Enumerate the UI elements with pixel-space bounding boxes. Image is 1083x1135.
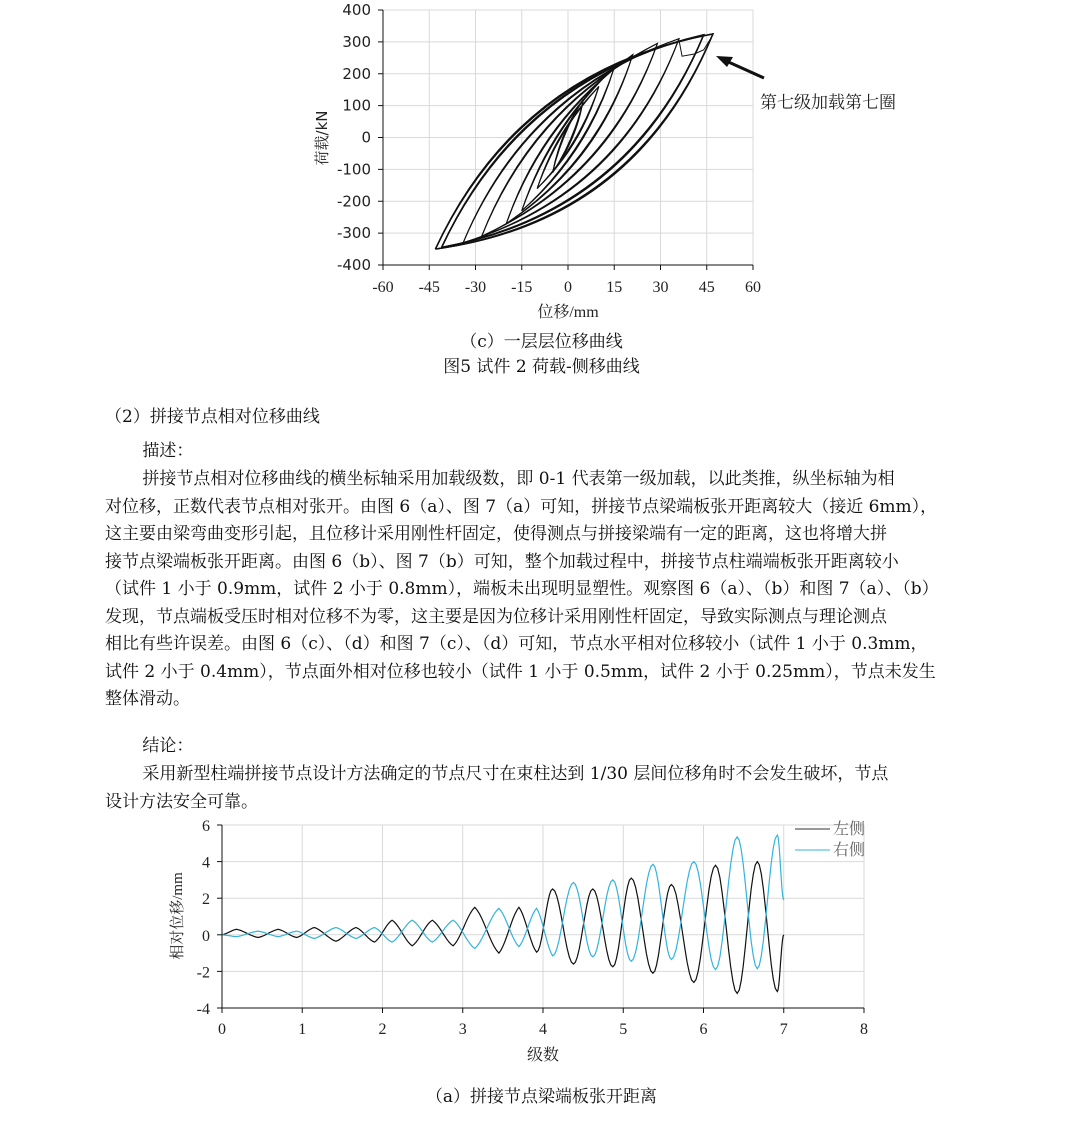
conclusion-label: 结论： [142,736,194,756]
y-tick-label: 400 [342,1,371,19]
text-line: 设计方法安全可靠。 [105,791,258,812]
relative-displacement-chart [0,810,1083,1080]
y-tick-label: 200 [342,64,371,83]
text-line: 接节点梁端板张开距离。由图 6（b）、图 7（b）可知，整个加载过程中，拼接节点柱端端板张开距离较小 [105,551,899,572]
section-heading: （2）拼接节点相对位移曲线 [105,407,320,427]
y-tick-label: -400 [336,256,371,274]
text-line: 发现，节点端板受压时相对位移不为零，这主要是因为位移计采用刚性杆固定，导致实际测点与理论测点 [105,606,887,627]
describe-label: 描述： [142,441,194,461]
y-tick-label: 300 [342,32,371,51]
y-tick-label: 100 [342,96,371,115]
hysteresis-chart [0,0,1083,321]
x-tick-label: 1 [298,1021,307,1038]
y-tick-label: -100 [336,160,371,179]
chart1-x-axis-label: 位移/mm [537,304,599,321]
x-tick-label: 0 [564,279,572,296]
text-line: 对位移，正数代表节点相对张开。由图 6（a）、图 7（a）可知，拼接节点梁端板张开距离较大（接近 6mm）， [105,496,938,517]
y-tick-label: 4 [202,854,210,872]
hysteresis-loop [442,35,704,248]
text-line: 整体滑动。 [105,689,190,709]
hysteresis-loop [442,35,704,248]
chart2-series [222,835,784,993]
x-tick-label: 60 [745,279,761,296]
x-tick-label: 7 [779,1021,788,1038]
hysteresis-loop [442,35,704,248]
text-line: 试件 2 小于 0.4mm），节点面外相对位移也较小（试件 1 小于 0.5mm，试件 2 小于 0.25mm），节点未发生 [105,661,936,682]
x-tick-label: -60 [372,279,394,296]
annotation-label: 第七级加载第七圈 [760,93,896,112]
y-tick-label: -300 [336,224,371,243]
x-tick-label: 4 [539,1021,547,1038]
chart2-x-axis-label: 级数 [526,1047,560,1064]
x-tick-label: 45 [698,279,715,296]
y-tick-label: 0 [202,927,210,945]
chart1-y-axis-label: 荷载/kN [313,110,331,166]
text-line: 采用新型柱端拼接节点设计方法确定的节点尺寸在束柱达到 1/30 层间位移角时不会发生破坏，节点 [142,764,889,784]
figure5-title: 图5 试件 2 荷载-侧移曲线 [443,357,640,377]
x-tick-label: 5 [619,1021,628,1038]
y-tick-label: 6 [202,818,210,835]
text-line: 拼接节点相对位移曲线的横坐标轴采用加载级数，即 0-1 代表第一级加载，以此类推，纵坐标轴为相 [142,469,895,489]
x-tick-label: -30 [464,279,487,296]
x-tick-label: -45 [418,279,440,296]
text-line: 相比有些许误差。由图 6（c）、（d）和图 7（c）、（d）可知，节点水平相对位移较小（试件 1 小于 0.3mm， [105,634,928,654]
x-tick-label: 3 [458,1021,467,1038]
text-line: （试件 1 小于 0.9mm，试件 2 小于 0.8mm），端板未出现明显塑性。观察图 6（a）、（b）和图 7（a）、（b） [105,579,939,599]
x-tick-label: 8 [860,1021,868,1038]
x-tick-label: 15 [606,279,623,296]
describe-paragraph [105,466,983,714]
chart1-hysteresis-curves [435,34,713,249]
x-tick-label: 0 [218,1021,226,1038]
y-tick-label: -4 [196,1001,210,1018]
legend-label-right: 右侧 [833,840,866,859]
x-tick-label: 30 [652,279,669,296]
x-tick-label: 6 [699,1021,708,1038]
conclusion-paragraph [105,761,983,816]
annotation-arrow [716,56,764,78]
y-tick-label: -200 [336,192,371,211]
figure6a-subcaption: （a）拼接节点梁端板张开距离 [425,1087,658,1107]
text-line: 这主要由梁弯曲变形引起，且位移计采用刚性杆固定，使得测点与拼接梁端有一定的距离，这也将增大拼 [105,524,887,544]
figure5-subcaption: （c）一层层位移曲线 [460,332,623,352]
y-tick-label: 0 [361,128,371,147]
legend-label-left: 左侧 [833,819,866,838]
series-line-right [222,835,784,970]
chart2-y-axis-label: 相对位移/mm [170,872,186,960]
y-tick-label: 2 [202,891,210,909]
y-tick-label: -2 [196,964,210,982]
chart2-gridlines [222,825,864,1008]
x-tick-label: -15 [511,279,533,296]
x-tick-label: 2 [378,1021,387,1038]
